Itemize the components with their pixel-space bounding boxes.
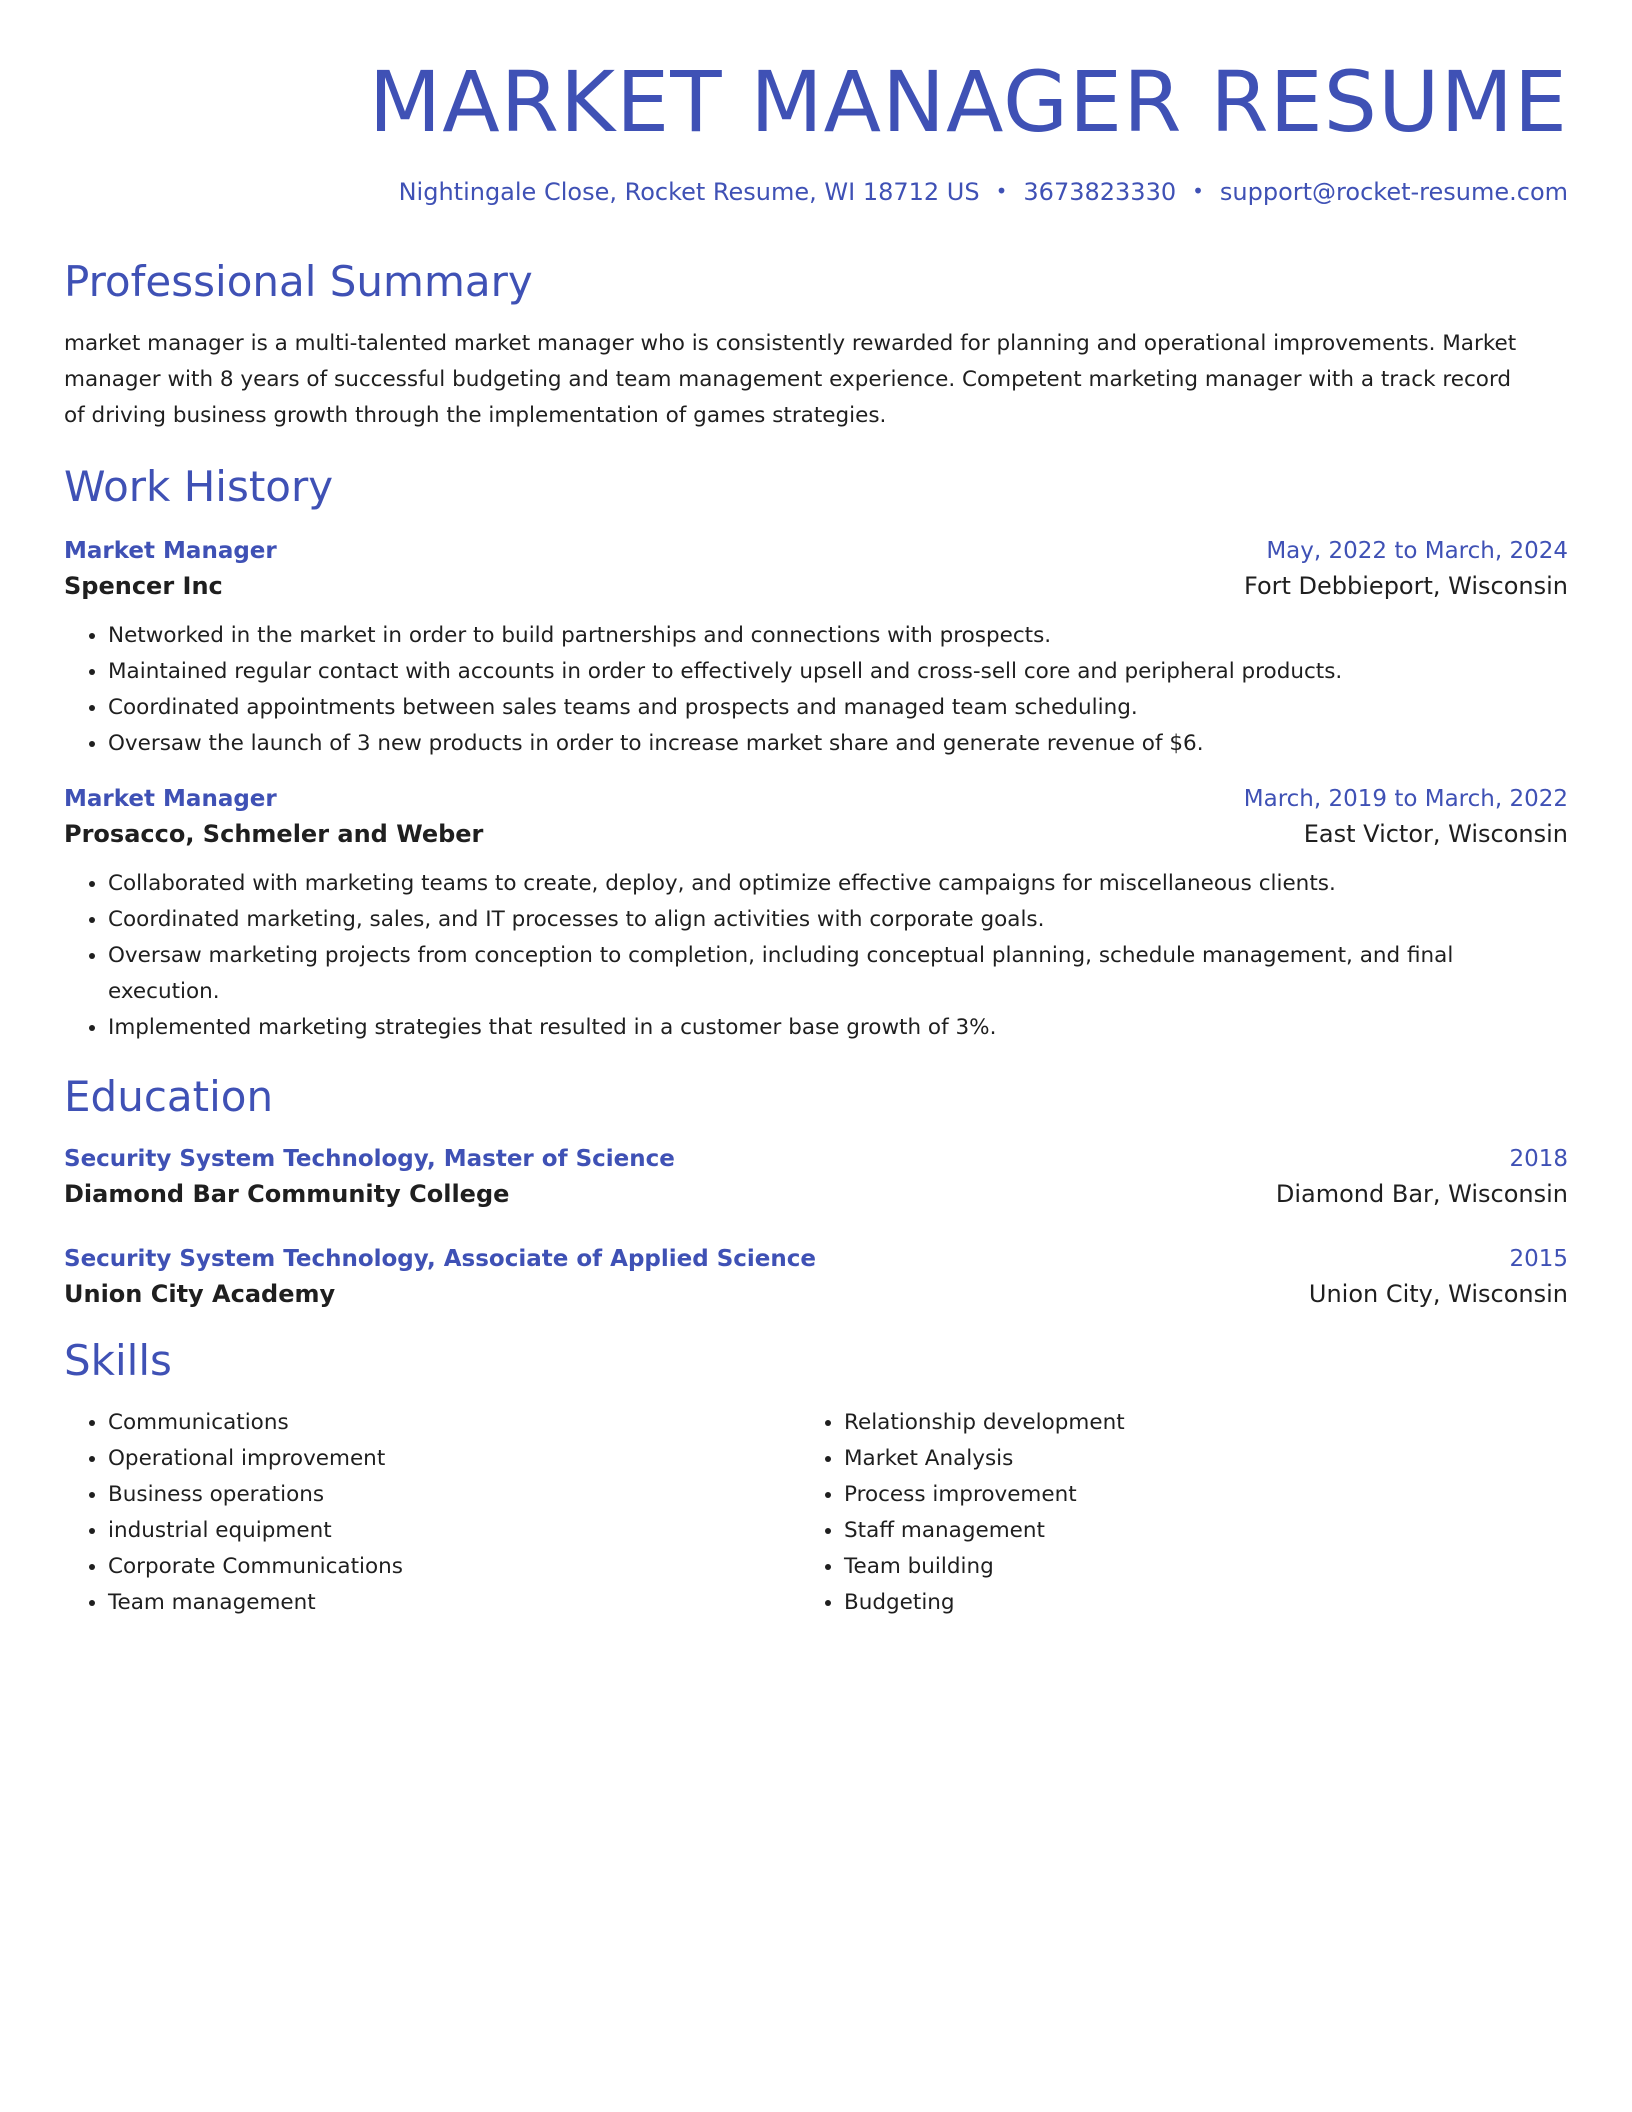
skill-item: • Market Analysis xyxy=(844,1441,1536,1477)
job-bullets xyxy=(64,618,1568,762)
job-bullet: • Oversaw the launch of 3 new products in order to increase market share and generate revenue of $6. xyxy=(108,726,1568,762)
summary-heading: Professional Summary xyxy=(64,257,533,307)
job-dates: May, 2022 to March, 2024 xyxy=(1266,537,1568,564)
skill-item: • Business operations xyxy=(108,1477,800,1513)
job-header-row xyxy=(64,536,1568,566)
job-bullet: • Networked in the market in order to build partnerships and connections with prospects. xyxy=(108,618,1568,654)
job-bullet: • Collaborated with marketing teams to create, deploy, and optimize effective campaigns for miscellaneous clients. xyxy=(108,866,1568,902)
education-location: Union City, Wisconsin xyxy=(1308,1280,1568,1309)
bullet-separator: • xyxy=(995,179,1008,204)
education-year: 2018 xyxy=(1509,1146,1568,1173)
education-header-row xyxy=(64,1244,1568,1274)
job-bullet: • Oversaw marketing projects from conception to completion, including conceptual planning, schedule management, and final execution. xyxy=(108,938,1568,1010)
skill-item: • industrial equipment xyxy=(108,1513,800,1549)
skill-item: • Staff management xyxy=(844,1513,1536,1549)
skill-item: • Process improvement xyxy=(844,1477,1536,1513)
education-school-row xyxy=(64,1278,1568,1310)
job-bullets xyxy=(64,866,1568,1046)
education-entry xyxy=(64,1144,1568,1210)
work-history-heading: Work History xyxy=(64,461,334,511)
skill-item: • Relationship development xyxy=(844,1405,1536,1441)
skill-item: • Team building xyxy=(844,1549,1536,1585)
bullet-separator: • xyxy=(1192,179,1204,204)
education-location: Diamond Bar, Wisconsin xyxy=(1275,1180,1568,1209)
job-location: Fort Debbieport, Wisconsin xyxy=(1244,571,1568,600)
job-bullet: • Implemented marketing strategies that resulted in a customer base growth of 3%. xyxy=(108,1010,1568,1046)
resume-title: MARKET MANAGER RESUME xyxy=(368,53,1568,151)
job-header-row xyxy=(64,784,1568,814)
phone-text: 3673823330 xyxy=(1023,178,1177,207)
address-text: Nightingale Close, Rocket Resume, WI 18712 US xyxy=(398,178,980,207)
skill-item: • Budgeting xyxy=(844,1585,1536,1621)
skills-column-left xyxy=(64,1405,800,1621)
job-bullet: • Maintained regular contact with accounts in order to effectively upsell and cross-sell core and peripheral products. xyxy=(108,654,1568,690)
education-year: 2015 xyxy=(1509,1246,1568,1273)
summary-text: market manager is a multi-talented market manager who is consistently rewarded for planning and operational improvements. Market manager with 8 years of successful budgeting and team management experience. Competent marketing manager with a track record of driving business growth through the implementation of games strategies. xyxy=(64,330,1517,428)
skills-grid xyxy=(64,1405,1568,1621)
job-company: Spencer Inc xyxy=(64,571,223,600)
skills-heading: Skills xyxy=(64,1336,172,1386)
skill-item: • Operational improvement xyxy=(108,1441,800,1477)
education-degree: Security System Technology, Master of Science xyxy=(64,1146,675,1173)
skill-item: • Team management xyxy=(108,1585,800,1621)
education-school-row xyxy=(64,1178,1568,1210)
skill-item: • Communications xyxy=(108,1405,800,1441)
job-dates: March, 2019 to March, 2022 xyxy=(1243,785,1568,812)
education-degree: Security System Technology, Associate of Applied Science xyxy=(64,1246,817,1273)
education-school: Diamond Bar Community College xyxy=(64,1180,510,1209)
skills-list xyxy=(800,1405,1536,1621)
education-entry xyxy=(64,1244,1568,1310)
job-entry xyxy=(64,784,1568,1046)
skills-list xyxy=(64,1405,800,1621)
job-entry xyxy=(64,536,1568,762)
job-role: Market Manager xyxy=(64,537,277,564)
education-school: Union City Academy xyxy=(64,1280,336,1309)
skills-column-right xyxy=(800,1405,1536,1621)
job-role: Market Manager xyxy=(64,785,277,812)
job-company: Prosacco, Schmeler and Weber xyxy=(64,819,484,848)
email-link[interactable]: support@rocket-resume.com xyxy=(1219,178,1568,207)
job-location: East Victor, Wisconsin xyxy=(1303,819,1568,848)
job-bullet: • Coordinated appointments between sales teams and prospects and managed team scheduling. xyxy=(108,690,1568,726)
contact-line xyxy=(64,178,1568,207)
education-header-row xyxy=(64,1144,1568,1174)
education-heading: Education xyxy=(64,1071,274,1121)
job-company-row xyxy=(64,818,1568,850)
job-bullet: • Coordinated marketing, sales, and IT processes to align activities with corporate goals. xyxy=(108,902,1568,938)
job-company-row xyxy=(64,570,1568,602)
skill-item: • Corporate Communications xyxy=(108,1549,800,1585)
